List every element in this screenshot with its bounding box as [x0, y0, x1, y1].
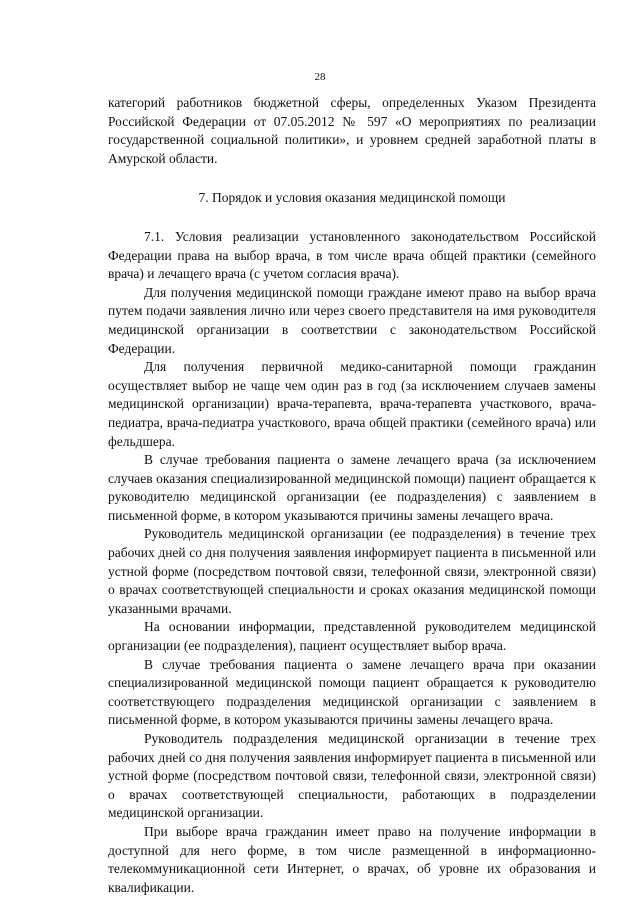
continuation-paragraph: категорий работников бюджетной сферы, определенных Указом Президента Российской Федерации от 07.05.2012 № 597 «О мероприятиях по реализации государственной социальной политики», и уровнем средней заработной платы в Амурской области. — [108, 95, 596, 166]
paragraph-3: Для получения первичной медико-санитарной помощи гражданин осуществляет выбор не чаще чем один раз в год (за исключением случаев замены медицинской организации) врача-терапевта, врача-терапевта участкового, врача-педиатра, врача-педиатра участкового, врача общей практики (семейного врача) или фельдшера. — [108, 359, 596, 449]
paragraph-4: В случае требования пациента о замене лечащего врача (за исключением случаев оказания специализированной медицинской помощи) пациент обращается к руководителю медицинской организации (ее подразделения) с заявлением в письменной форме, в котором указываются причины замены лечащего врача. — [108, 452, 596, 523]
page-number: 28 — [314, 71, 326, 83]
paragraph-2: Для получения медицинской помощи граждане имеют право на выбор врача путем подачи заявления лично или через своего представителя на имя руководителя медицинской организации в соответствии с законодательством Российской Федерации. — [108, 284, 596, 356]
paragraph-7: В случае требования пациента о замене лечащего врача при оказании специализированной медицинской помощи пациент обращается к руководителю соответствующего подразделения медицинской организации с заявлением в письменной форме, в котором указываются причины замены лечащего врача. — [108, 656, 596, 728]
section-heading: 7. Порядок и условия оказания медицинской помощи — [198, 190, 506, 206]
paragraph-6: На основании информации, представленной руководителем медицинской организации (ее подразделения), пациент осуществляет выбор врача. — [108, 619, 596, 654]
paragraph-5: Руководитель медицинской организации (ее подразделения) в течение трех рабочих дней со дня получения заявления информирует пациента в письменной или устной форме (посредством почтовой связи, телефонной связи, электронной связи) о врачах соответствующей специальности и сроках оказания медицинской помощи указанными врачами. — [108, 526, 596, 616]
paragraph-8: Руководитель подразделения медицинской организации в течение трех рабочих дней со дня получения заявления информирует пациента в письменной или устной форме (посредством почтовой связи, телефонной связи, электронной связи) о врачах соответствующей специальности, работающих в подразделении медицинской организации. — [108, 731, 596, 821]
paragraph-9: При выборе врача гражданин имеет право на получение информации в доступной для него форме, в том числе размещенной в информационно-телекоммуникационной сети Интернет, о врачах, об уровне их образования и квалификации. — [108, 823, 596, 895]
paragraph-1: 7.1. Условия реализации установленного законодательством Российской Федерации права на выбор врача, в том числе врача общей практики (семейного врача) и лечащего врача (с учетом согласия врача). — [108, 228, 596, 282]
document-body — [108, 94, 596, 897]
